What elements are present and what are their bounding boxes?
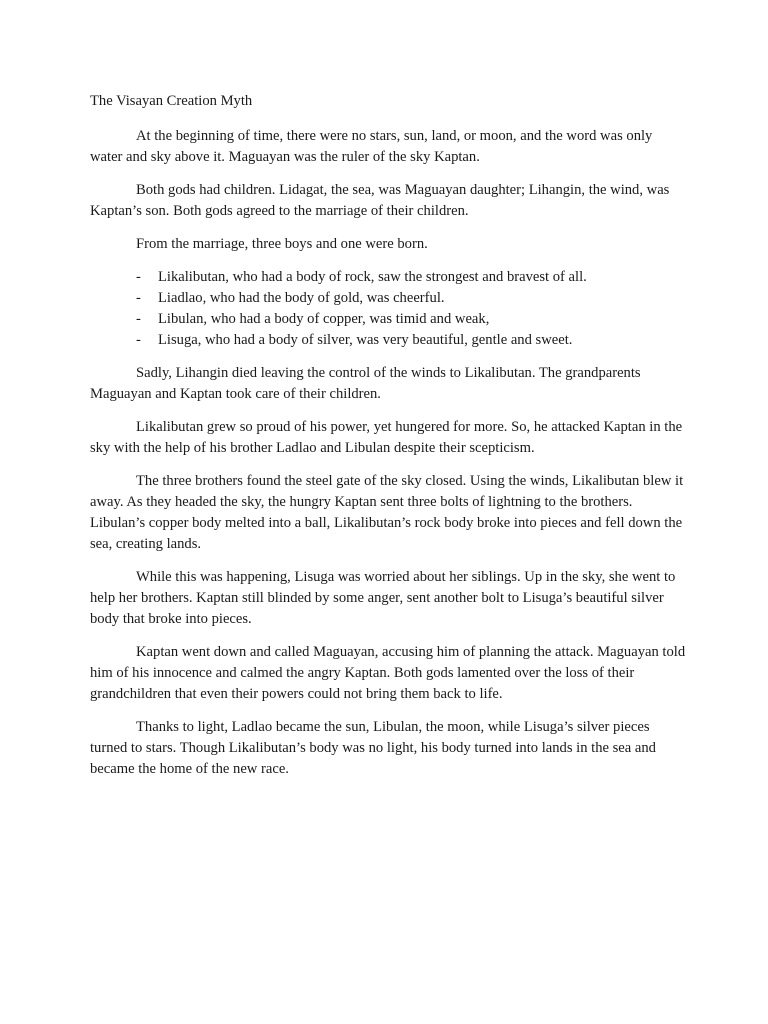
list-item [90,309,688,330]
paragraph-9: Thanks to light, Ladlao became the sun, Libulan, the moon, while Lisuga’s silver pieces turned to stars. Though Likalibutan’s body was no light, his body turned into lands in the sea and became the home of the new race. [90,719,656,777]
list-item-text: Libulan, who had a body of copper, was timid and weak, [158,311,490,327]
paragraph-5: Likalibutan grew so proud of his power, yet hungered for more. So, he attacked Kaptan in the sky with the help of his brother Ladlao and Libulan despite their scepticism. [90,419,683,456]
list-dash: - [136,269,141,285]
list-item-text: Liadlao, who had the body of gold, was cheerful. [158,290,445,306]
list-dash: - [136,311,141,327]
children-list [90,267,688,351]
list-item [90,288,688,309]
document-body [90,91,688,792]
list-item [90,267,688,288]
list-dash: - [136,290,141,306]
paragraph-2: Both gods had children. Lidagat, the sea, was Maguayan daughter; Lihangin, the wind, was Kaptan’s son. Both gods agreed to the marriage of their children. [90,182,670,219]
list-dash: - [136,332,141,348]
list-item-text: Likalibutan, who had a body of rock, saw the strongest and bravest of all. [158,269,587,285]
paragraph-8: Kaptan went down and called Maguayan, accusing him of planning the attack. Maguayan told him of his innocence and calmed the angry Kaptan. Both gods lamented over the loss of their grandchildren that even their powers could not bring them back to life. [90,644,686,702]
document-title: The Visayan Creation Myth [90,93,253,109]
list-item [90,330,688,351]
list-item-text: Lisuga, who had a body of silver, was very beautiful, gentle and sweet. [158,332,573,348]
paragraph-7: While this was happening, Lisuga was worried about her siblings. Up in the sky, she went to help her brothers. Kaptan still blinded by some anger, sent another bolt to Lisuga’s beautiful silver body that broke into pieces. [90,569,676,627]
paragraph-3: From the marriage, three boys and one were born. [136,236,428,252]
paragraph-1: At the beginning of time, there were no stars, sun, land, or moon, and the word was only water and sky above it. Maguayan was the ruler of the sky Kaptan. [90,128,653,165]
paragraph-4: Sadly, Lihangin died leaving the control of the winds to Likalibutan. The grandparents Maguayan and Kaptan took care of their children. [90,365,641,402]
paragraph-6: The three brothers found the steel gate of the sky closed. Using the winds, Likalibutan blew it away. As they headed the sky, the hungry Kaptan sent three bolts of lightning to the brothers. Libulan’s copper body melted into a ball, Likalibutan’s rock body broke into pieces and fell down the sea, creating lands. [90,473,684,552]
